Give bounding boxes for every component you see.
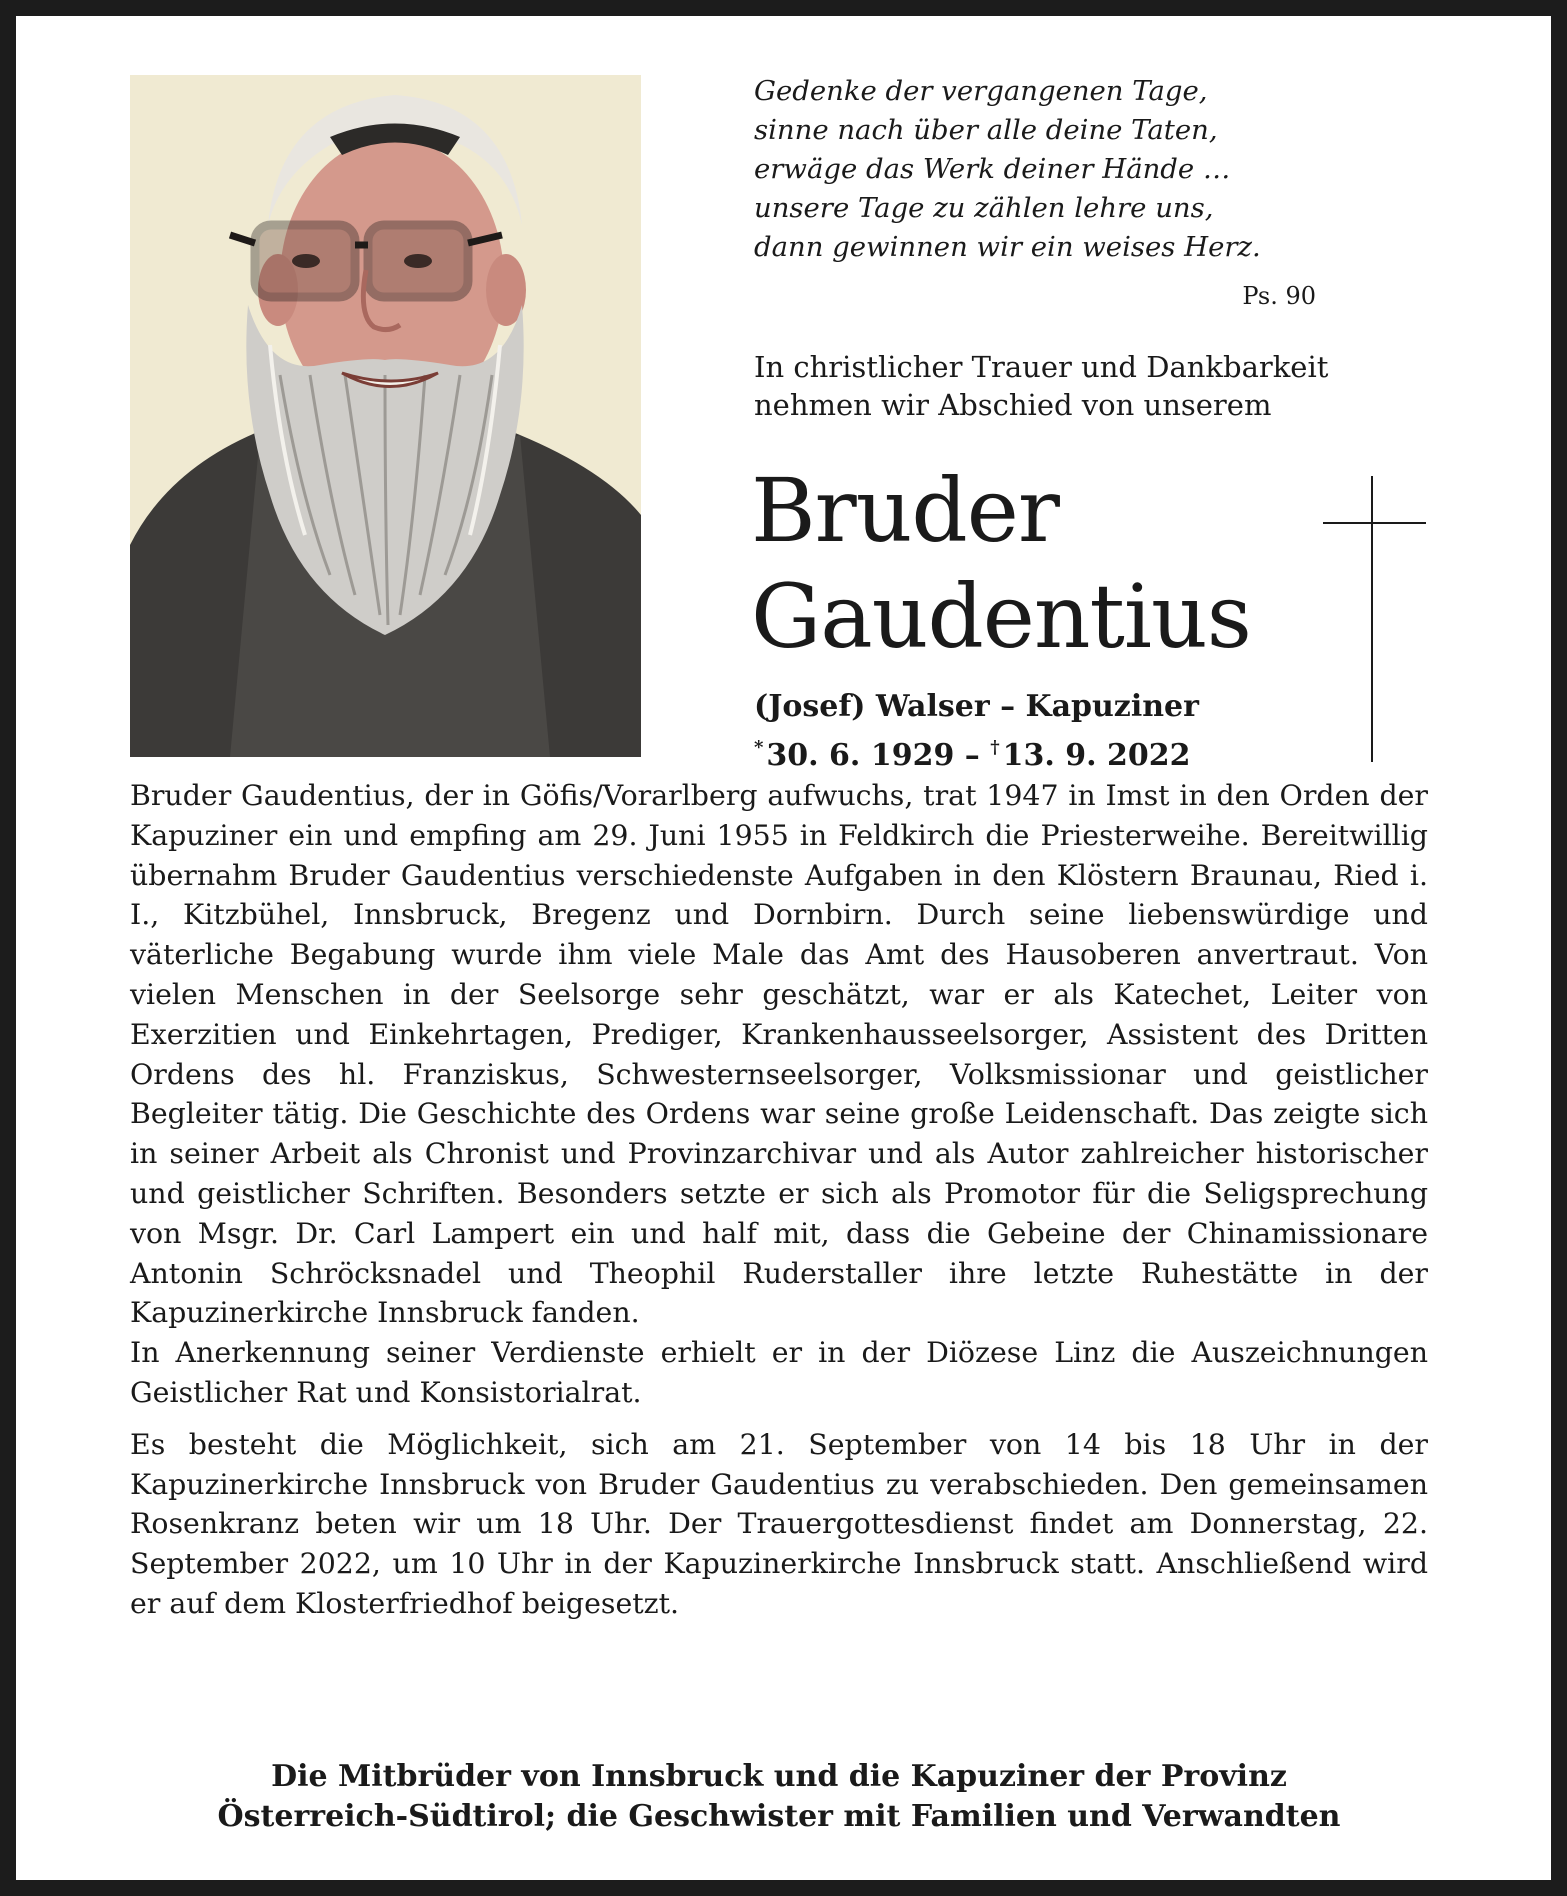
verse-line: erwäge das Werk deiner Hände … [754, 153, 1231, 185]
portrait-photo [130, 75, 641, 757]
body-paragraph: Es besteht die Möglichkeit, sich am 21. September von 14 bis 18 Uhr in der Kapuzinerkirche Innsbruck von Bruder Gaudentius zu verabschieden. Den gemeinsamen Rosenkranz beten wir um 18 Uhr. Der Trauergottesdienst findet am Donnerstag, 22. September 2022, um 10 Uhr in der Kapuzinerkirche Innsbruck statt. Anschließend wird er auf dem Klosterfriedhof beigesetzt. [130, 1427, 1428, 1620]
cross-horizontal-bar [1323, 522, 1426, 524]
mourners-signature [130, 1757, 1428, 1837]
name-line-first: Bruder [751, 459, 1059, 562]
psalm-verse [754, 72, 1354, 267]
mourners-line: Österreich-Südtirol; die Geschwister mit Familien und Verwandten [217, 1799, 1341, 1834]
birth-date: 30. 6. 1929 [766, 738, 955, 773]
verse-line: unsere Tage zu zählen lehre uns, [754, 192, 1214, 224]
birth-symbol: * [754, 737, 764, 758]
psalm-reference: Ps. 90 [1242, 282, 1316, 310]
name-subtitle: (Josef) Walser – Kapuziner [754, 689, 1199, 724]
cross-vertical-bar [1371, 476, 1373, 762]
mourners-line: Die Mitbrüder von Innsbruck und die Kapuziner der Provinz [271, 1759, 1287, 1794]
deceased-name [751, 458, 1351, 670]
date-separator: – [954, 738, 991, 773]
intro-line: nehmen wir Abschied von unserem [754, 388, 1272, 422]
name-line-second: Gaudentius [751, 565, 1251, 668]
obituary-page [16, 16, 1551, 1880]
verse-line: dann gewinnen wir ein weises Herz. [754, 231, 1261, 263]
life-dates [754, 730, 1191, 774]
death-symbol: † [990, 737, 1000, 758]
verse-line: Gedenke der vergangenen Tage, [754, 75, 1208, 107]
intro-line: In christlicher Trauer und Dankbarkeit [754, 350, 1329, 384]
intro-text [754, 348, 1474, 424]
verse-line: sinne nach über alle deine Taten, [754, 114, 1218, 146]
body-paragraph: Bruder Gaudentius, der in Göfis/Vorarlberg aufwuchs, trat 1947 in Imst in den Orden der Kapuziner ein und empfing am 29. Juni 1955 in Feldkirch die Priesterweihe. Bereitwillig übernahm Bruder Gaudentius verschiedenste Aufgaben in den Klöstern Braunau, Ried i. I., Kitzbühel, Innsbruck, Bregenz und Dornbirn. Durch seine liebenswürdige und väterliche Begabung wurde ihm viele Male das Amt des Hausoberen anvertraut. Von vielen Menschen in der Seelsorge sehr geschätzt, war er als Katechet, Leiter von Exerzitien und Einkehrtagen, Prediger, Krankenhausseelsorger, Assistent des Dritten Ordens des hl. Franziskus, Schwesternseelsorger, Volksmissionar und geistlicher Begleiter tätig. Die Geschichte des Ordens war seine große Leidenschaft. Das zeigte sich in seiner Arbeit als Chronist und Provinzarchivar und als Autor zahlreicher historischer und geistlicher Schriften. Besonders setzte er sich als Promotor für die Seligsprechung von Msgr. Dr. Carl Lampert ein und half mit, dass die Gebeine der Chinamissionare Antonin Schröcksnadel und Theophil Ruderstaller ihre letzte Ruhestätte in der Kapuzinerkirche Innsbruck fanden. [130, 779, 1428, 1330]
portrait-photo-icon [130, 75, 641, 757]
body-paragraph: In Anerkennung seiner Verdienste erhielt er in der Diözese Linz die Auszeichnungen Geistlicher Rat und Konsistorialrat. [130, 1336, 1428, 1409]
death-date: 13. 9. 2022 [1002, 738, 1191, 773]
obituary-body [130, 776, 1428, 1624]
